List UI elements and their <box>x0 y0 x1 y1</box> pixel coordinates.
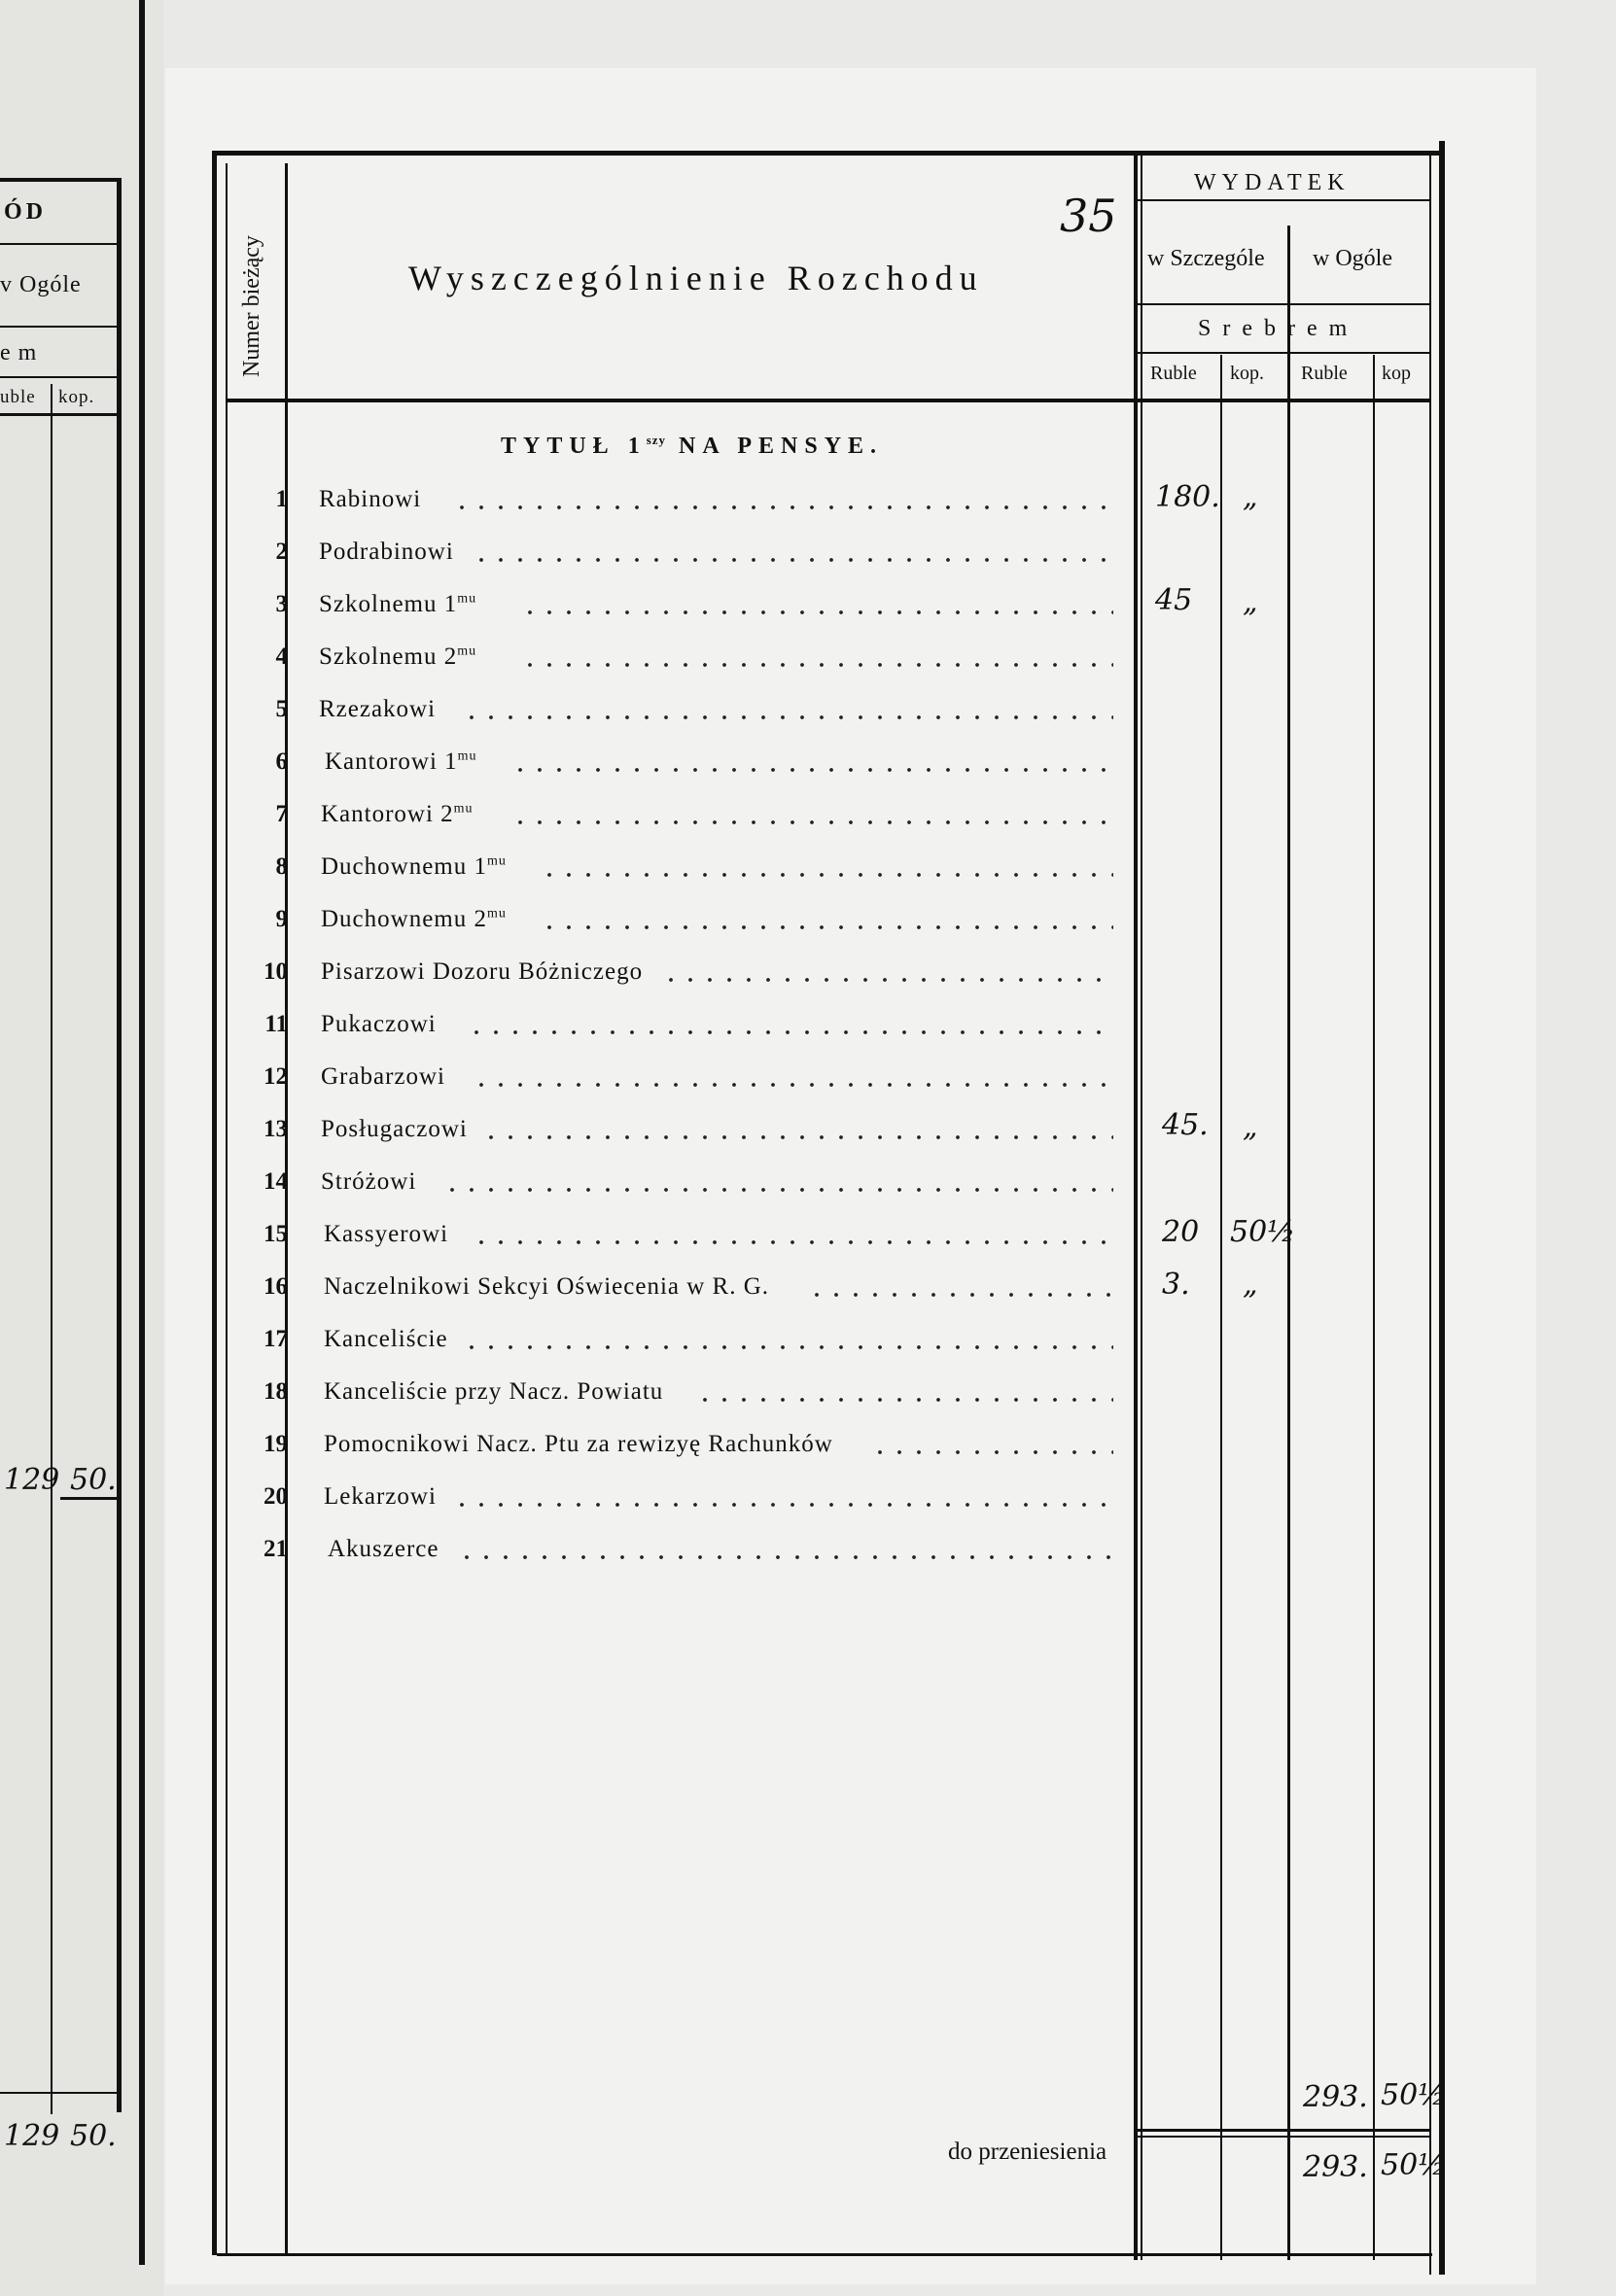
row-label: Rabinowi <box>319 486 422 512</box>
leader-dots <box>870 1450 1113 1454</box>
left-page-col-header: v Ogóle <box>0 272 82 297</box>
left-page-sub-rubel: uble <box>0 387 36 407</box>
row-label: Kantorowi $1^{mu}$ <box>325 748 477 775</box>
left-page-total-rule <box>60 1497 117 1500</box>
row-number: 6 <box>275 748 288 775</box>
row-number: 10 <box>263 958 288 985</box>
row-number: 5 <box>275 696 288 722</box>
row-label: Lekarzowi <box>324 1483 437 1510</box>
section-title-post: NA PENSYE. <box>679 434 884 459</box>
detail-kop: „ <box>1243 1110 1258 1144</box>
leader-dots <box>452 1503 1113 1507</box>
leader-dots <box>540 925 1113 929</box>
detail-kop: „ <box>1243 1268 1258 1302</box>
detail-kop-divider <box>1220 355 1222 2260</box>
row-number: 17 <box>263 1326 288 1352</box>
table-title: Wyszczególnienie Rozchodu <box>408 259 984 297</box>
detail-rub: 45. <box>1162 1108 1209 1142</box>
left-page-top-rule <box>0 178 122 182</box>
row-label: Szkolnemu $1^{mu}$ <box>319 591 477 617</box>
total-rubel-header: Ruble <box>1301 363 1348 384</box>
leader-dots <box>472 1240 1113 1244</box>
leader-dots <box>510 820 1113 824</box>
left-page-total-rub: 129 <box>4 1463 60 1497</box>
detail-rub: 20 <box>1162 1215 1200 1249</box>
leader-dots <box>462 1345 1113 1349</box>
leader-dots <box>510 768 1113 772</box>
carry-forward-rub: 293. <box>1303 2150 1368 2184</box>
leader-dots <box>472 1083 1113 1087</box>
row-number: 21 <box>263 1536 288 1562</box>
leader-dots <box>540 873 1113 877</box>
row-label: Podrabinowi <box>319 539 454 565</box>
row-label: Rzezakowi <box>319 696 437 722</box>
detail-kop: 50½ <box>1230 1215 1296 1249</box>
frame-right-inner <box>1429 156 1431 2275</box>
section-title-sup: szy <box>646 433 667 447</box>
row-number: 20 <box>263 1483 288 1510</box>
left-page-header-rule-4 <box>0 413 117 416</box>
row-number: 18 <box>263 1378 288 1405</box>
leader-dots <box>807 1293 1113 1297</box>
left-page-carry-rub: 129 <box>4 2119 60 2153</box>
left-page-header-rule-2 <box>0 326 117 328</box>
detail-rubel-header: Ruble <box>1150 363 1197 384</box>
row-number: 15 <box>263 1221 288 1247</box>
header-bottom-rule <box>226 399 1431 402</box>
row-number: 2 <box>275 539 288 565</box>
row-number: 1 <box>275 486 288 512</box>
amounts-left-border-2 <box>1141 156 1142 2260</box>
detail-kop-header: kop. <box>1230 363 1264 384</box>
row-number: 16 <box>263 1273 288 1300</box>
row-label: Stróżowi <box>321 1168 417 1195</box>
row-label: Pomocnikowi Nacz. Ptu za rewizyę Rachunków <box>324 1431 833 1457</box>
total-kop-divider <box>1373 355 1375 2260</box>
currency-header-rule <box>1138 303 1431 305</box>
detail-rub: 180. <box>1155 480 1220 514</box>
leader-dots <box>452 505 1113 509</box>
left-page-header-rule <box>0 243 117 245</box>
amounts-left-border <box>1134 156 1138 2260</box>
leader-dots <box>442 1188 1113 1192</box>
row-number: 11 <box>264 1011 288 1037</box>
leader-dots <box>457 1555 1113 1559</box>
frame-left-inner <box>226 163 228 2255</box>
total-kop-header: kop <box>1382 363 1411 384</box>
row-number: 8 <box>275 853 288 880</box>
row-label: Pukaczowi <box>321 1011 437 1037</box>
detail-kop: „ <box>1243 585 1258 619</box>
carry-forward-label: do przeniesienia <box>948 2139 1107 2165</box>
left-page-col-divider <box>51 384 53 2114</box>
detail-kop: „ <box>1243 480 1258 514</box>
row-label: Pisarzowi Dozoru Bóżniczego <box>321 958 644 985</box>
row-number: 7 <box>275 801 288 827</box>
leader-dots <box>661 978 1113 982</box>
sum-rule-top <box>1138 2129 1431 2132</box>
leader-dots <box>520 610 1113 614</box>
row-label: Naczelnikowi Sekcyi Oświecenia w R. G. <box>324 1273 770 1300</box>
row-number: 13 <box>263 1116 288 1142</box>
total-header: w Ogóle <box>1313 246 1392 271</box>
page-number-note: 35 <box>1060 190 1117 242</box>
left-page-sub-kop: kop. <box>58 387 95 407</box>
expense-header-rule <box>1138 199 1431 201</box>
left-page-currency-fragment: e m <box>0 340 38 365</box>
section-sum-kop: 50½ <box>1381 2078 1447 2112</box>
leader-dots <box>481 1135 1113 1139</box>
row-number: 19 <box>263 1431 288 1457</box>
left-page-header-word: ÓD <box>4 199 47 225</box>
row-number: 3 <box>275 591 288 617</box>
row-number: 4 <box>275 644 288 670</box>
leader-dots <box>462 715 1113 719</box>
row-number: 9 <box>275 906 288 932</box>
row-label: Kassyerowi <box>324 1221 449 1247</box>
row-label: Szkolnemu $2^{mu}$ <box>319 644 477 670</box>
left-page-binding-edge <box>139 0 145 2265</box>
frame-bottom <box>217 2253 1432 2256</box>
left-page-total-kop: 50. <box>70 1463 117 1497</box>
section-sum-rub: 293. <box>1303 2080 1368 2114</box>
left-page-right-border <box>117 178 122 2112</box>
expense-header: WYDATEK <box>1194 170 1351 195</box>
left-page-header-rule-3 <box>0 376 117 378</box>
row-label: Duchownemu $1^{mu}$ <box>321 853 507 880</box>
leader-dots <box>695 1398 1113 1402</box>
row-label: Posługaczowi <box>321 1116 468 1142</box>
row-label: Duchownemu $2^{mu}$ <box>321 906 507 932</box>
leader-dots <box>472 558 1113 562</box>
row-number-col-divider <box>285 163 288 2255</box>
row-label: Kanceliście przy Nacz. Powiatu <box>324 1378 664 1405</box>
row-label: Kanceliście <box>324 1326 448 1352</box>
section-title-pre: TYTUŁ 1 <box>501 434 647 459</box>
row-label: Kantorowi $2^{mu}$ <box>321 801 474 827</box>
subheader-rule <box>1138 352 1431 354</box>
row-number: 14 <box>263 1168 288 1195</box>
currency-header: Srebrem <box>1198 316 1359 341</box>
leader-dots <box>520 663 1113 667</box>
frame-top <box>212 151 1445 156</box>
left-page-carry-rule <box>0 2092 117 2094</box>
section-title <box>501 433 883 460</box>
detail-rub: 3. <box>1162 1268 1190 1302</box>
leader-dots <box>467 1030 1113 1034</box>
frame-left-outer <box>212 151 217 2255</box>
row-label: Akuszerce <box>328 1536 439 1562</box>
sum-rule-bottom <box>1138 2136 1431 2138</box>
row-number: 12 <box>263 1063 288 1090</box>
frame-right-outer <box>1439 141 1445 2275</box>
detail-header: w Szczególe <box>1147 246 1265 271</box>
carry-forward-kop: 50½ <box>1381 2148 1447 2182</box>
detail-rub: 45 <box>1155 583 1193 617</box>
left-page-carry-kop: 50. <box>70 2119 117 2153</box>
row-number-header: Numer bieżący <box>239 235 264 377</box>
row-label: Grabarzowi <box>321 1063 445 1090</box>
